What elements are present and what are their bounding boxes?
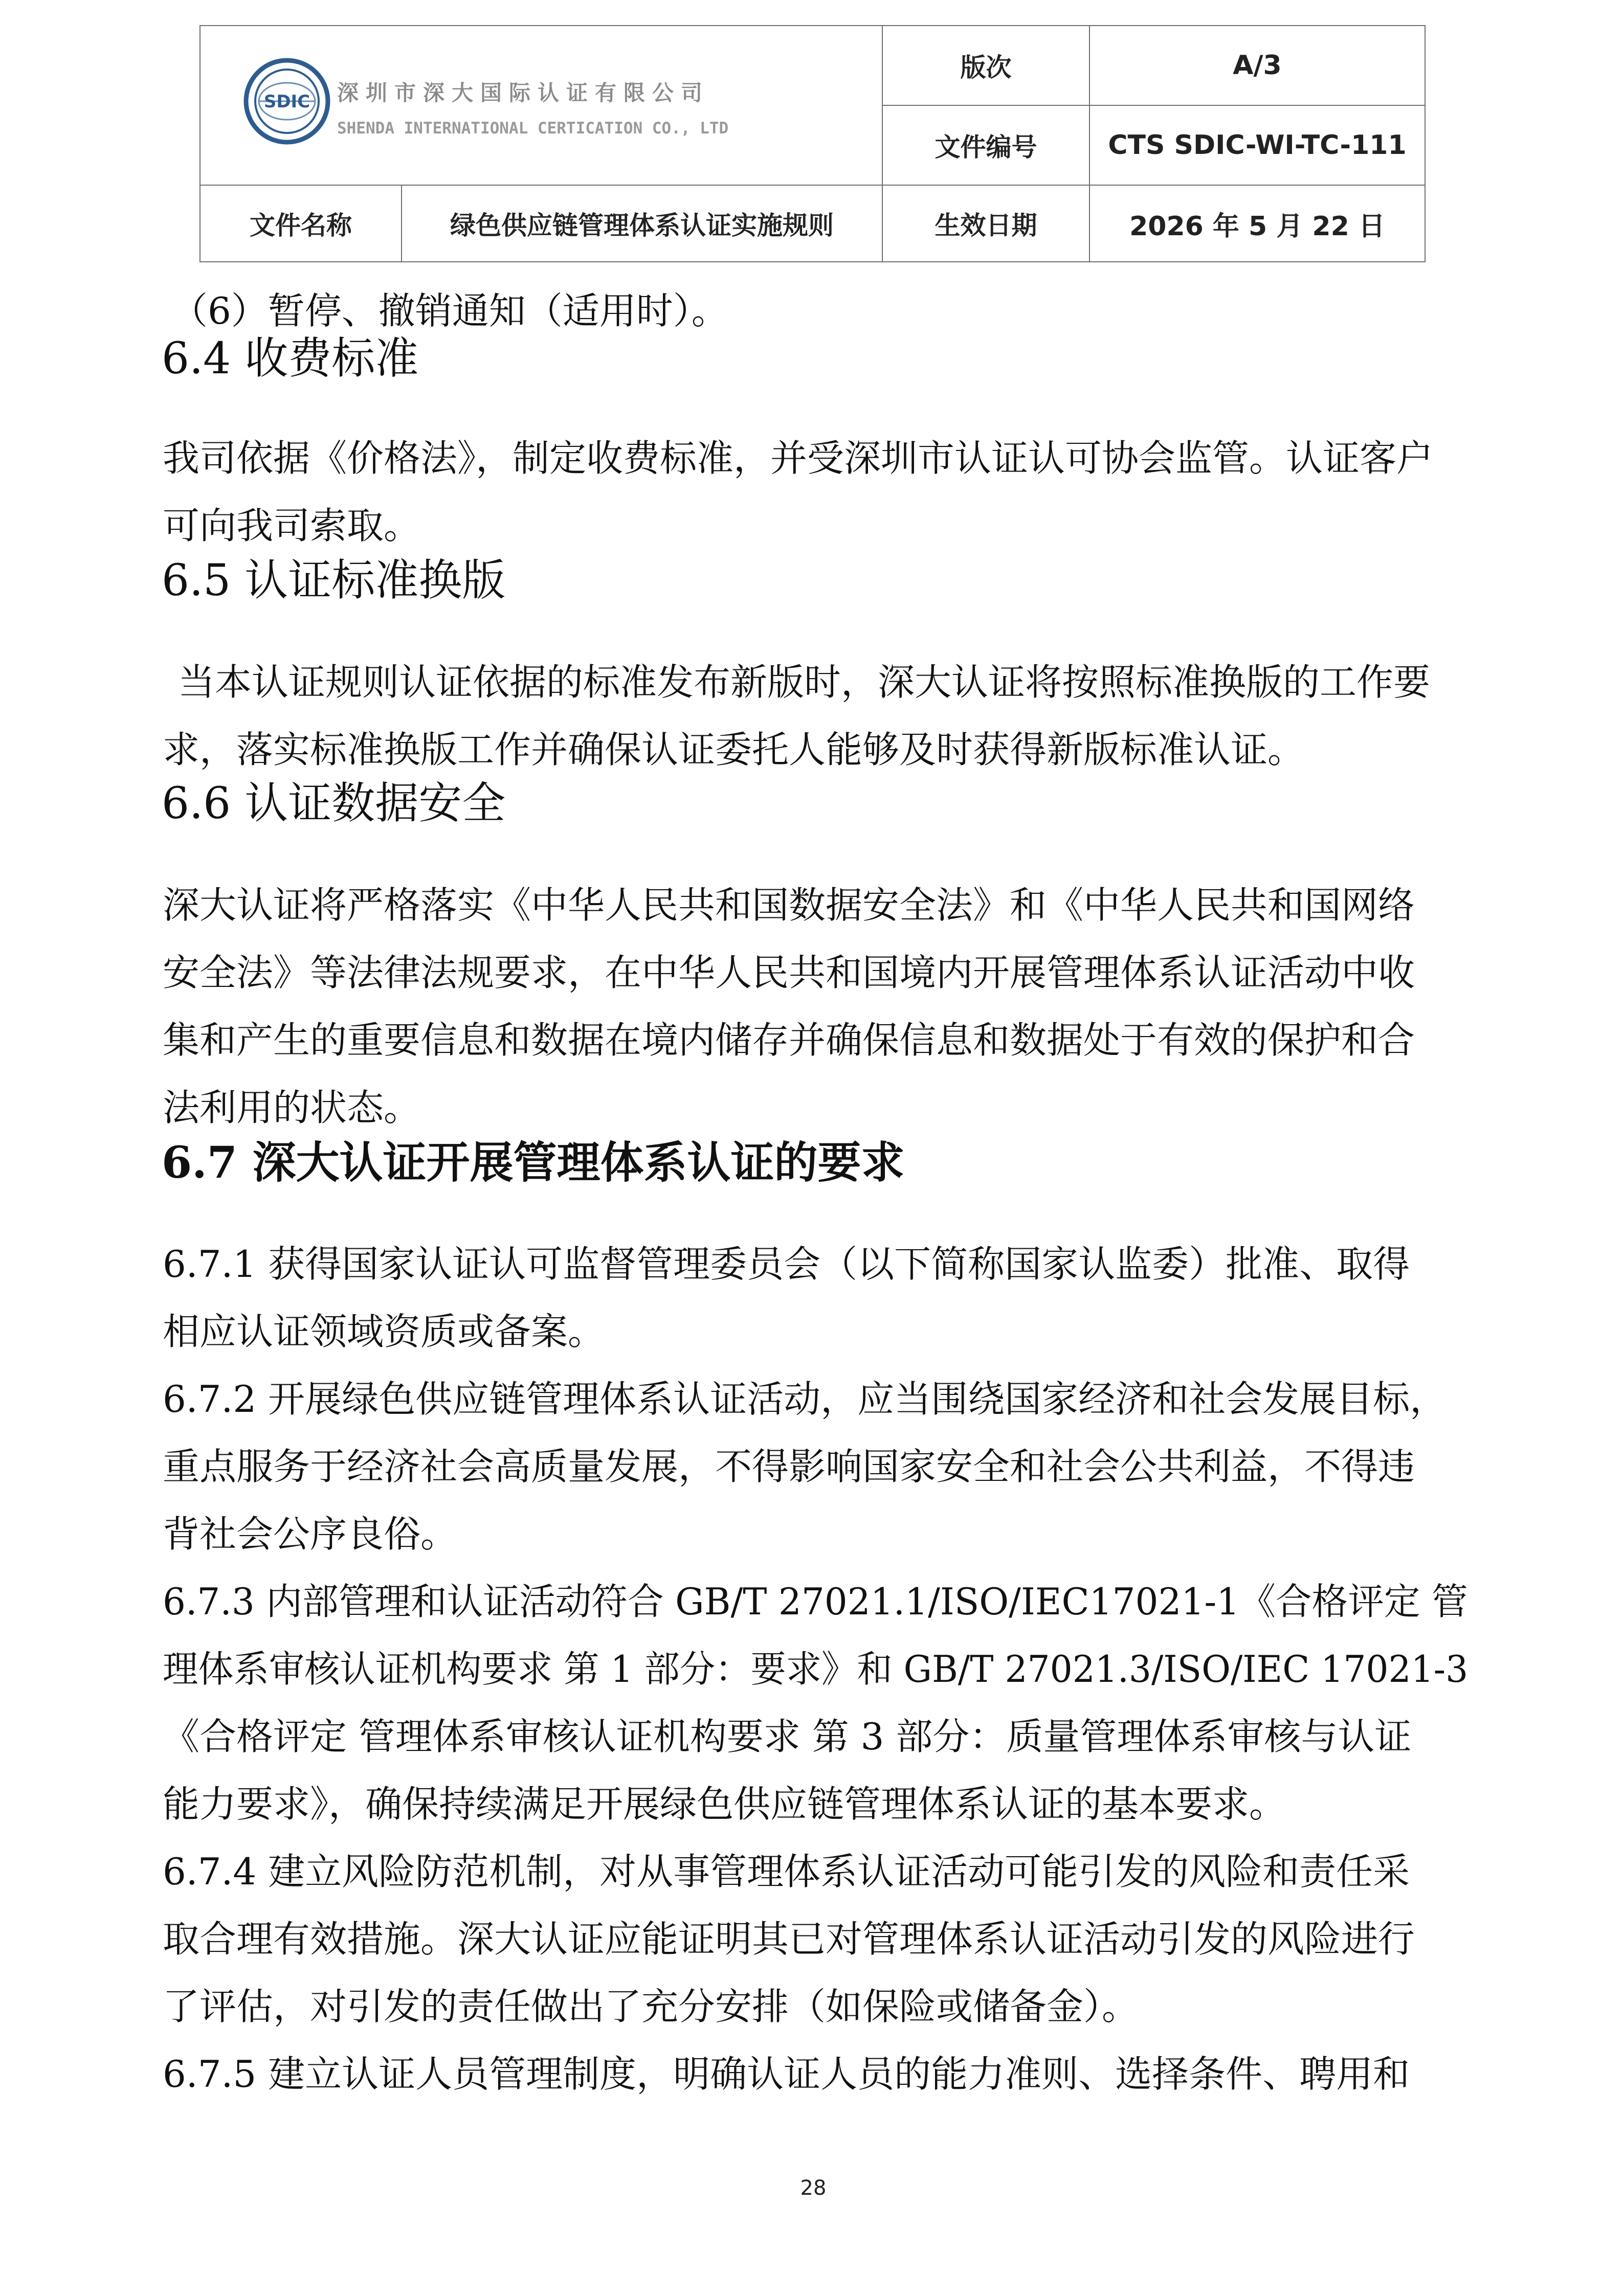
company-logo-cell <box>200 26 882 185</box>
section-6-4-paragraph-line: 可向我司索取。 <box>163 504 421 547</box>
section-6-5-heading: 6.5 认证标准换版 <box>162 555 506 606</box>
file-name-label: 文件名称 <box>200 185 402 262</box>
clause-6-7-3-line: 6.7.3 内部管理和认证活动符合 GB/T 27021.1/ISO/IEC17021-1《合格评定 管 <box>163 1580 1468 1623</box>
clause-6-7-4-line: 取合理有效措施。深大认证应能证明其已对管理体系认证活动引发的风险进行 <box>163 1918 1415 1961</box>
section-6-4-paragraph-line: 我司依据《价格法》，制定收费标准，并受深圳市认证认可协会监管。认证客户 <box>163 437 1434 480</box>
clause-6-7-5-line: 6.7.5 建立认证人员管理制度，明确认证人员的能力准则、选择条件、聘用和 <box>163 2053 1410 2096</box>
section-6-4-heading: 6.4 收费标准 <box>162 333 419 384</box>
clause-6-7-1-line: 6.7.1 获得国家认证认可监督管理委员会（以下简称国家认监委）批准、取得 <box>163 1243 1410 1286</box>
doc-number-label: 文件编号 <box>882 105 1089 185</box>
svg-text:SDIC: SDIC <box>263 92 310 112</box>
section-6-5-paragraph-line: 求，落实标准换版工作并确保认证委托人能够及时获得新版标准认证。 <box>163 728 1305 771</box>
section-6-6-paragraph-line: 深大认证将严格落实《中华人民共和国数据安全法》和《中华人民共和国网络 <box>163 884 1415 927</box>
effective-date-label: 生效日期 <box>882 185 1089 262</box>
page-number: 28 <box>800 2176 827 2200</box>
clause-6-7-3-line: 理体系审核认证机构要求 第 1 部分：要求》和 GB/T 27021.3/ISO/IEC 17021-3 <box>163 1648 1469 1691</box>
section-6-6-paragraph-line: 集和产生的重要信息和数据在境内储存并确保信息和数据处于有效的保护和合 <box>163 1019 1415 1062</box>
document-header-table <box>199 25 1426 262</box>
list-item-6: （6）暂停、撤销通知（适用时）。 <box>171 289 728 332</box>
clause-6-7-1-line: 相应认证领域资质或备案。 <box>163 1310 605 1353</box>
version-label: 版次 <box>882 26 1089 105</box>
file-name-value: 绿色供应链管理体系认证实施规则 <box>402 185 882 262</box>
section-6-5-paragraph-line: 当本认证规则认证依据的标准发布新版时，深大认证将按照标准换版的工作要 <box>178 661 1431 704</box>
section-6-7-heading: 6.7 深大认证开展管理体系认证的要求 <box>162 1137 905 1188</box>
clause-6-7-3-line: 《合格评定 管理体系审核认证机构要求 第 3 部分：质量管理体系审核与认证 <box>163 1715 1412 1758</box>
company-name-en: SHENDA INTERNATIONAL CERTICATION CO., LTD <box>337 119 729 138</box>
section-6-6-paragraph-line: 法利用的状态。 <box>163 1086 421 1129</box>
effective-date-value: 2026 年 5 月 22 日 <box>1089 185 1425 262</box>
company-seal-logo <box>243 58 330 145</box>
version-value: A/3 <box>1089 26 1425 105</box>
clause-6-7-3-line: 能力要求》，确保持续满足开展绿色供应链管理体系认证的基本要求。 <box>163 1783 1286 1826</box>
doc-number-value: CTS SDIC-WI-TC-111 <box>1089 105 1425 185</box>
clause-6-7-2-line: 重点服务于经济社会高质量发展，不得影响国家安全和社会公共利益，不得违 <box>163 1445 1415 1488</box>
section-6-6-paragraph-line: 安全法》等法律法规要求，在中华人民共和国境内开展管理体系认证活动中收 <box>163 951 1415 994</box>
clause-6-7-2-line: 背社会公序良俗。 <box>163 1513 458 1556</box>
clause-6-7-4-line: 了评估，对引发的责任做出了充分安排（如保险或储备金）。 <box>163 1985 1139 2028</box>
clause-6-7-2-line: 6.7.2 开展绿色供应链管理体系认证活动，应当围绕国家经济和社会发展目标， <box>163 1378 1447 1421</box>
section-6-6-heading: 6.6 认证数据安全 <box>162 778 506 829</box>
company-name-cn: 深圳市深大国际认证有限公司 <box>337 80 710 105</box>
clause-6-7-4-line: 6.7.4 建立风险防范机制，对从事管理体系认证活动可能引发的风险和责任采 <box>163 1850 1410 1893</box>
